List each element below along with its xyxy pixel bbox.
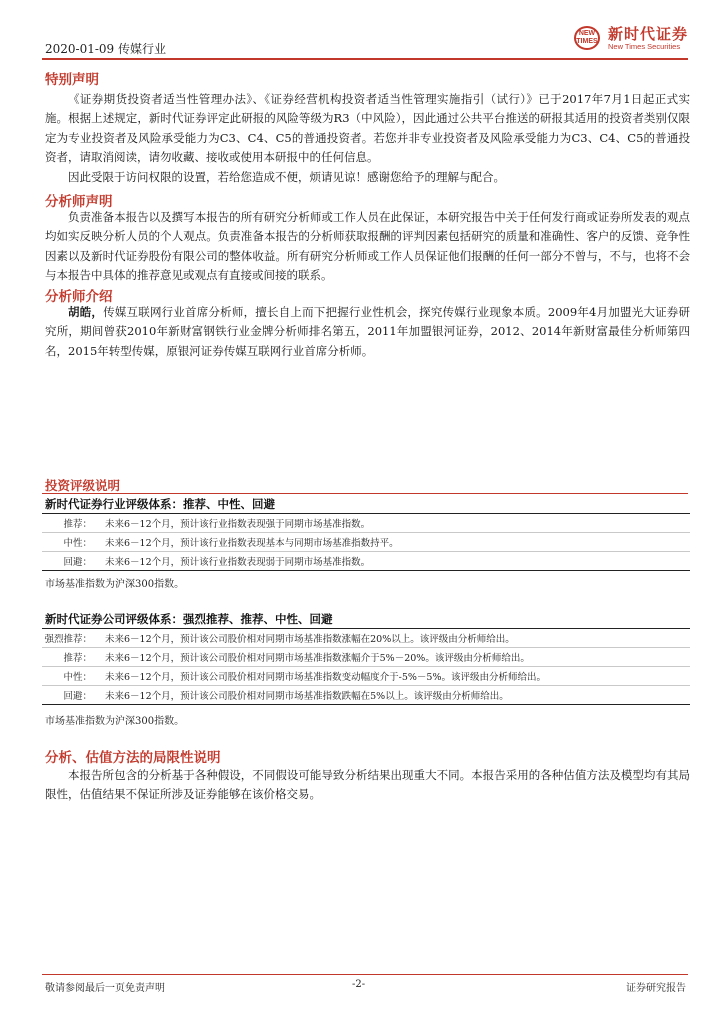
table-row xyxy=(42,552,690,571)
rating-label: 回避： xyxy=(42,552,95,571)
logo-emblem-icon xyxy=(572,24,602,52)
rating-desc: 未来6－12个月，预计该公司股价相对同期市场基准指数变动幅度介于-5%－5%。该评级由分析师给出。 xyxy=(95,667,690,686)
special-statement-title: 特别声明 xyxy=(45,72,99,88)
analyst-intro-title: 分析师介绍 xyxy=(45,289,113,305)
table-row xyxy=(42,629,690,648)
table-row xyxy=(42,514,690,533)
special-statement-paragraph-2: 因此受限于访问权限的设置，若给您造成不便，烦请见谅！感谢您给予的理解与配合。 xyxy=(68,170,505,184)
rating-label: 回避： xyxy=(42,686,95,705)
industry-rating-table xyxy=(42,513,690,571)
rating-desc: 未来6－12个月，预计该行业指数表现弱于同期市场基准指数。 xyxy=(95,552,690,571)
rating-label: 推荐： xyxy=(42,648,95,667)
rating-label: 推荐： xyxy=(42,514,95,533)
analyst-statement-paragraph: 负责准备本报告以及撰写本报告的所有研究分析师或工作人员在此保证，本研究报告中关于任何发行商或证券所发表的观点均如实反映分析人员的个人观点。负责准备本报告的分析师获取报酬的评判因素包括研究的质量和准确性、客户的反馈、竞争性因素以及新时代证券股份有限公司的整体收益。所有研究分析师或工作人员保证他们报酬的任何一部分不曾与，不与，也将不会与本报告中具体的推荐意见或观点有直接或间接的联系。 xyxy=(45,210,690,283)
logo-en: New Times Securities xyxy=(607,41,681,51)
header-divider xyxy=(42,58,688,60)
analyst-name: 胡皓， xyxy=(68,305,104,319)
rating-label: 中性： xyxy=(42,533,95,552)
rating-desc: 未来6－12个月，预计该行业指数表现强于同期市场基准指数。 xyxy=(95,514,690,533)
rating-title: 投资评级说明 xyxy=(45,478,121,493)
limitation-paragraph: 本报告所包含的分析基于各种假设，不同假设可能导致分析结果出现重大不同。本报告采用的各种估值方法及模型均有其局限性，估值结果不保证所涉及证券能够在该价格交易。 xyxy=(45,768,690,802)
limitation-title: 分析、估值方法的局限性说明 xyxy=(45,750,221,766)
table-row xyxy=(42,667,690,686)
rating-label: 强烈推荐： xyxy=(42,629,95,648)
analyst-intro-text: 传媒互联网行业首席分析师，擅长自上而下把握行业性机会，探究传媒行业现象本质。2009年4月加盟光大证券研究所，期间曾获2010年新财富钢铁行业金牌分析师排名第五，2011年加盟银河证券，2012、2014年新财富最佳分析师第四名，2015年转型传媒，原银河证券传媒互联网行业首席分析师。 xyxy=(45,305,691,358)
logo-mark-text: NEW TIMES xyxy=(576,30,598,45)
special-statement-paragraph-1: 《证券期货投资者适当性管理办法》、《证券经营机构投资者适当性管理实施指引（试行）》已于2017年7月1日起正式实施。根据上述规定，新时代证券评定此研报的风险等级为R3（中风险），因此通过公共平台推送的研报其适用的投资者类别仅限定为专业投资者及风险承受能力为C3、C4、C5的普通投资者。若您并非专业投资者及风险承受能力为C3、C4、C5的普通投资者，请取消阅读，请勿收藏、接收或使用本研报中的任何信息。 xyxy=(45,92,690,165)
rating-desc: 未来6－12个月，预计该公司股价相对同期市场基准指数涨幅在20%以上。该评级由分析师给出。 xyxy=(95,629,690,648)
page-number: -2- xyxy=(352,979,366,990)
company-rating-system-title: 新时代证券公司评级体系：强烈推荐、推荐、中性、回避 xyxy=(45,612,333,626)
company-rating-table xyxy=(42,628,690,705)
rating-desc: 未来6－12个月，预计该公司股价相对同期市场基准指数跌幅在5%以上。该评级由分析师给出。 xyxy=(95,686,690,705)
footer-divider xyxy=(42,974,688,975)
rating-divider xyxy=(42,493,688,494)
analyst-statement-title: 分析师声明 xyxy=(45,194,113,210)
rating-desc: 未来6－12个月，预计该公司股价相对同期市场基准指数涨幅介于5%－20%。该评级由分析师给出。 xyxy=(95,648,690,667)
table-row xyxy=(42,533,690,552)
rating-desc: 未来6－12个月，预计该行业指数表现基本与同期市场基准指数持平。 xyxy=(95,533,690,552)
industry-benchmark-note: 市场基准指数为沪深300指数。 xyxy=(45,579,185,590)
footer-disclaimer-link: 敬请参阅最后一页免责声明 xyxy=(45,983,165,994)
industry-rating-system-title: 新时代证券行业评级体系：推荐、中性、回避 xyxy=(45,497,275,511)
logo-cn: 新时代证券 xyxy=(607,24,688,43)
analyst-intro-paragraph xyxy=(45,303,690,361)
company-benchmark-note: 市场基准指数为沪深300指数。 xyxy=(45,716,185,727)
header-date-industry: 2020-01-09 传媒行业 xyxy=(45,42,167,56)
company-logo xyxy=(572,24,688,52)
table-row xyxy=(42,686,690,705)
rating-label: 中性： xyxy=(42,667,95,686)
table-row xyxy=(42,648,690,667)
footer-report-type: 证券研究报告 xyxy=(626,983,686,994)
